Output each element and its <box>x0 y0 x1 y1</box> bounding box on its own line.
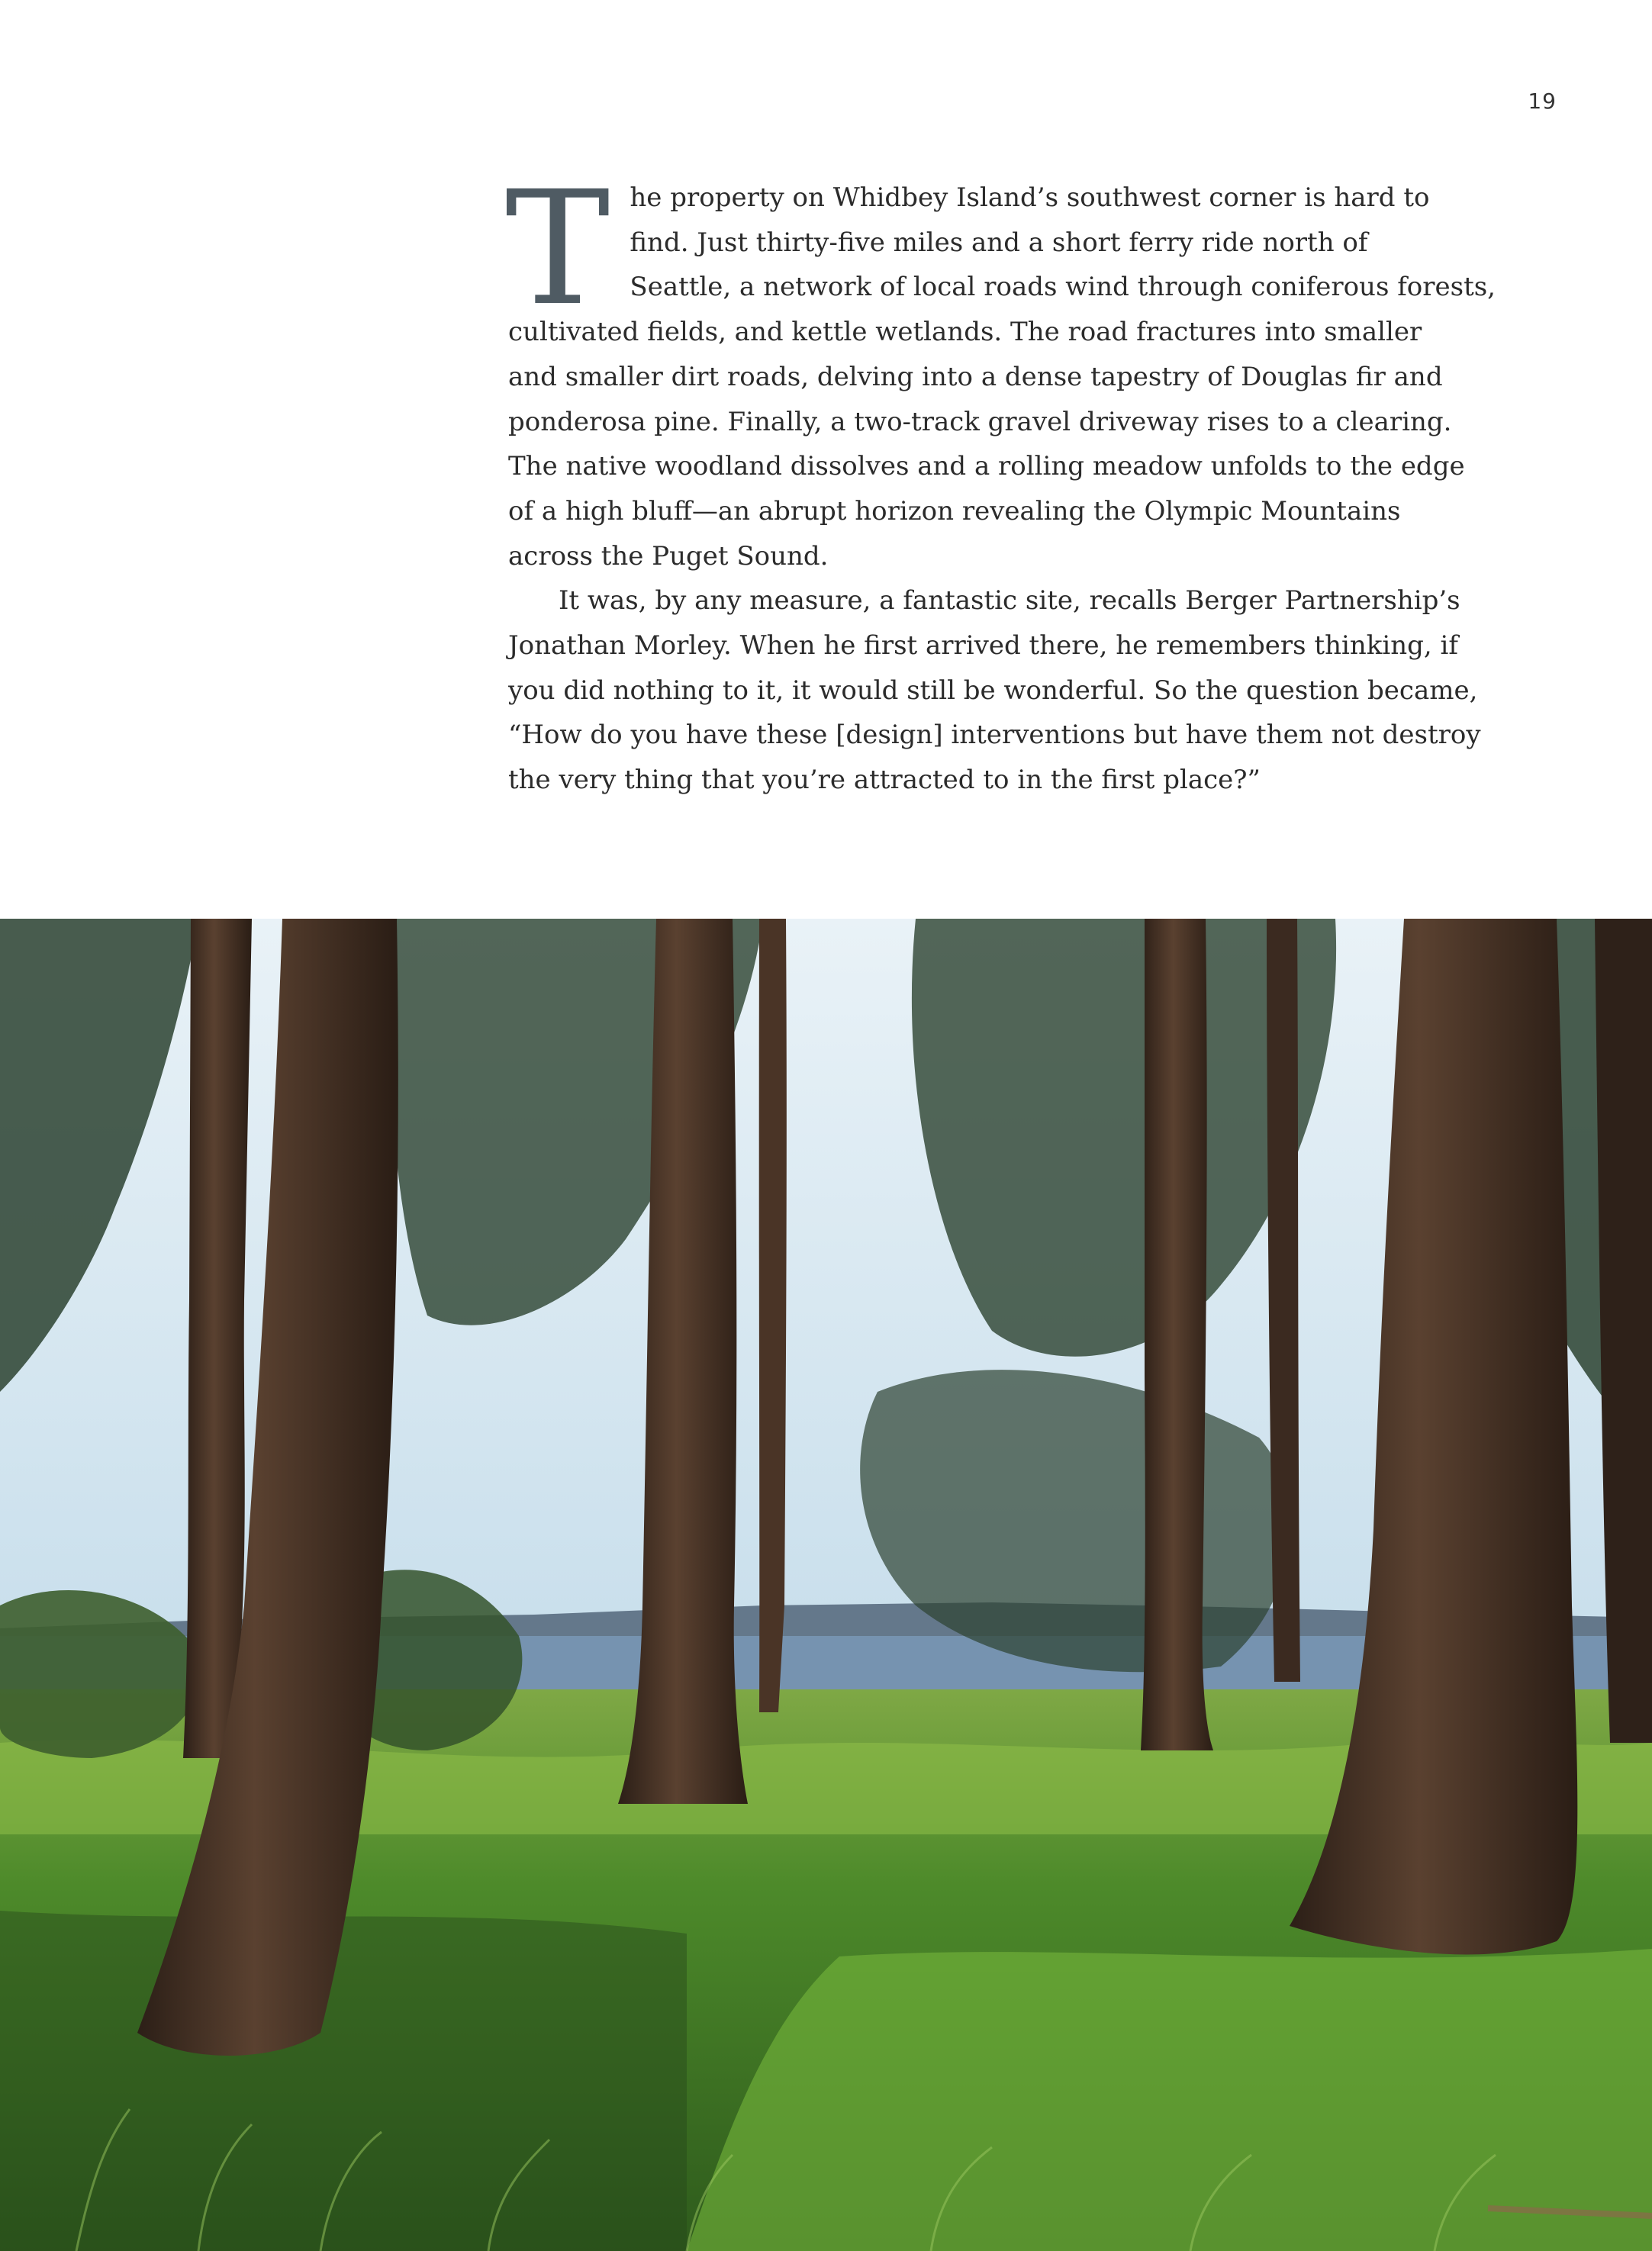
page-number: 19 <box>1528 89 1557 114</box>
article-body <box>505 157 1531 803</box>
paragraph-1-line: he property on Whidbey Island’s southwest corner is hard to <box>630 182 1430 213</box>
paragraph-1-line: cultivated fields, and kettle wetlands. The road fractures into smaller <box>508 317 1422 348</box>
paragraph-1-line: ponderosa pine. Finally, a two-track gravel driveway rises to a clearing. <box>508 406 1452 437</box>
paragraph-1 <box>505 157 1531 578</box>
drop-cap: T <box>505 157 610 340</box>
paragraph-1-line: and smaller dirt roads, delving into a dense tapestry of Douglas fir and <box>508 361 1443 392</box>
paragraph-1-line: across the Puget Sound. <box>508 540 829 572</box>
forest-meadow-photo <box>0 919 1652 2251</box>
paragraph-1-line: find. Just thirty-five miles and a short ferry ride north of <box>630 227 1368 258</box>
paragraph-1-line: Seattle, a network of local roads wind through coniferous forests, <box>630 272 1496 303</box>
sunlit-patch <box>687 1949 1652 2251</box>
paragraph-1-line: The native woodland dissolves and a rolling meadow unfolds to the edge <box>508 451 1465 482</box>
paragraph-2-line: you did nothing to it, it would still be wonderful. So the question became, <box>508 675 1478 706</box>
tree-trunk <box>759 919 787 1712</box>
paragraph-2-line: “How do you have these [design] interventions but have them not destroy <box>508 720 1481 751</box>
paragraph-2 <box>508 578 1531 803</box>
paragraph-1-line: of a high bluff—an abrupt horizon revealing the Olympic Mountains <box>508 495 1401 527</box>
shadow-patch <box>0 1911 687 2251</box>
paragraph-2-line: the very thing that you’re attracted to in the first place?” <box>508 765 1261 796</box>
paragraph-2-line: Jonathan Morley. When he first arrived there, he remembers thinking, if <box>508 630 1458 662</box>
paragraph-2-line: It was, by any measure, a fantastic site, recalls Berger Partnership’s <box>559 585 1460 617</box>
